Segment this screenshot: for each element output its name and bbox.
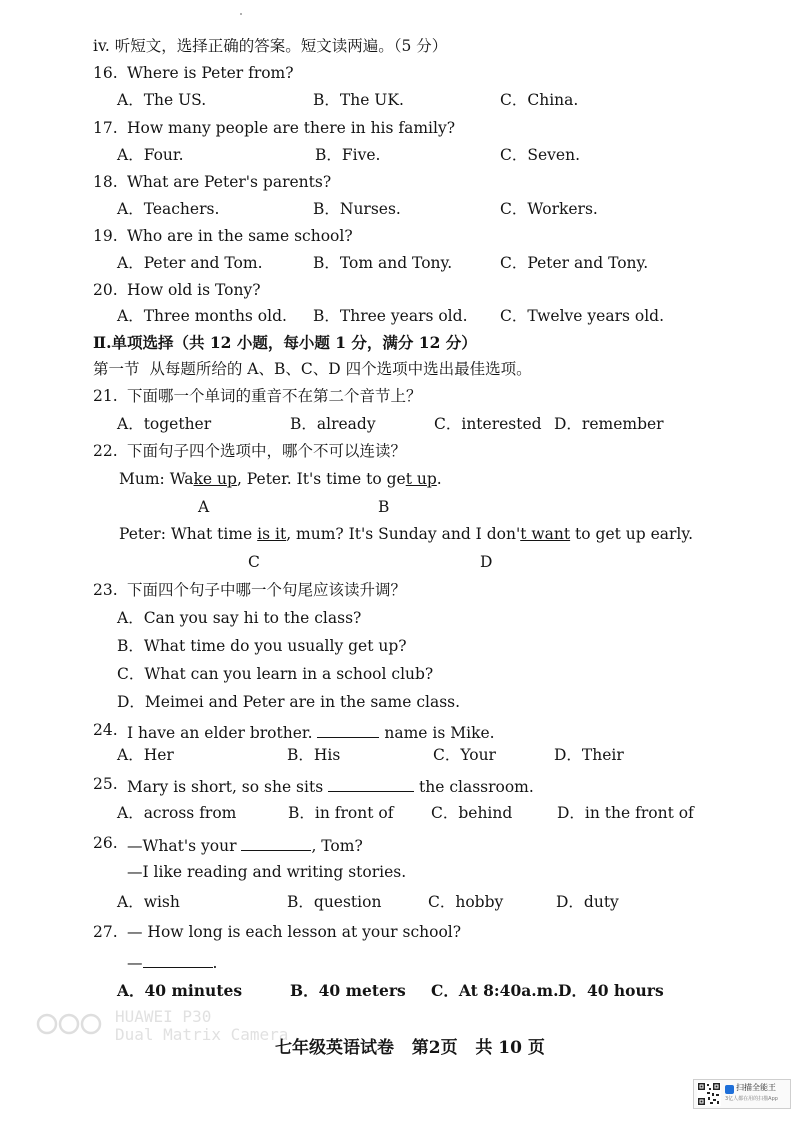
q22-s1-part: . [436,470,442,488]
q26-text-part: , Tom? [311,837,363,855]
section-ii-heading: Ⅱ.单项选择（共 12 小题，每小题 1 分，满分 12 分） [93,333,477,352]
q18-text: What are Peter's parents? [127,173,332,191]
q24-number: 24. [93,721,118,739]
q25-number: 25. [93,775,118,793]
q27-option-a: A．40 minutes [117,981,243,1000]
q22-underline-b: t up [405,470,437,488]
scanner-app-tagline: 3亿人都在用的扫描App [725,1096,778,1102]
q22-text: 下面句子四个选项中，哪个不可以连读？ [127,442,407,460]
q17-number: 17. [93,119,118,137]
section-iv-heading: iv. 听短文，选择正确的答案。短文读两遍。（5 分） [93,37,448,55]
q22-s2-part: , mum? It's Sunday and I don' [286,525,521,543]
q22-underline-d: t want [520,525,571,543]
q20-text: How old is Tony? [127,281,261,299]
q27-option-c: C．At 8:40a.m. [431,981,559,1000]
q25-text-part: Mary is short, so she sits [127,778,329,796]
q20-option-c: C．Twelve years old. [500,307,664,325]
q22-sentence-mum [119,472,442,488]
q22-label-a: A [198,498,210,516]
q24-option-c: C．Your [433,746,496,764]
q22-s2-part: Peter: What time [119,525,258,543]
q16-option-a: A．The US. [117,91,207,109]
scanner-app-badge [693,1079,791,1109]
q21-text: 下面哪一个单词的重音不在第二个音节上？ [127,387,422,405]
q19-text: Who are in the same school? [127,227,353,245]
q27-text: — How long is each lesson at your school? [127,923,462,941]
q19-option-c: C．Peter and Tony. [500,254,649,272]
q24-text-part: name is Mike. [379,724,495,742]
q16-option-b: B．The UK. [313,91,404,109]
q21-option-b: B．already [290,415,376,433]
q19-number: 19. [93,227,118,245]
q22-label-d: D [480,553,493,571]
q27-reply [127,953,217,972]
q25-blank [328,777,414,792]
q17-option-b: B．Five. [315,146,381,164]
q23-option-b: B．What time do you usually get up? [117,637,407,655]
q24-text [127,723,495,742]
q22-s2-part: to get up early. [570,525,694,543]
q24-option-a: A．Her [117,746,174,764]
q27-blank [143,953,213,968]
q22-s1-part: , Peter. It's time to ge [236,470,406,488]
q18-option-b: B．Nurses. [313,200,401,218]
q27-number: 27. [93,923,118,941]
q23-text: 下面四个句子中哪一个句尾应该读升调？ [127,581,407,599]
q25-option-b: B．in front of [288,804,394,822]
q25-option-c: C．behind [431,804,513,822]
q19-option-a: A．Peter and Tom. [117,254,263,272]
q25-text-part: the classroom. [414,778,534,796]
q26-number: 26. [93,834,118,852]
q21-option-a: A．together [117,415,212,433]
q17-option-a: A．Four. [117,146,184,164]
q26-blank [241,836,311,851]
q18-number: 18. [93,173,118,191]
q26-text-part: —What's your [127,837,242,855]
q22-underline-a: ke up [193,470,237,488]
q21-option-c: C．interested [434,415,542,433]
q21-option-d: D．remember [554,415,664,433]
q18-option-c: C．Workers. [500,200,598,218]
q22-underline-c: is it [257,525,287,543]
q22-sentence-peter [119,527,693,543]
q24-option-b: B．His [287,746,341,764]
q26-text [127,836,363,855]
q18-option-a: A．Teachers. [117,200,220,218]
q26-reply: —I like reading and writing stories. [127,863,407,881]
q17-option-c: C．Seven. [500,146,580,164]
q23-option-a: A．Can you say hi to the class? [117,609,362,627]
q25-text [127,777,534,796]
q23-option-c: C．What can you learn in a school club? [117,665,434,683]
q16-number: 16. [93,64,118,82]
q26-option-b: B．question [287,893,382,911]
q22-s1-part: Mum: Wa [119,470,194,488]
q23-option-d: D．Meimei and Peter are in the same class. [117,693,461,711]
q20-number: 20. [93,281,118,299]
qr-code-icon [697,1082,721,1106]
q22-number: 22. [93,442,118,460]
q24-blank [317,723,379,738]
q25-option-d: D．in the front of [557,804,694,822]
q27-reply-part: . [212,954,218,972]
q23-number: 23. [93,581,118,599]
q26-option-a: A．wish [117,893,180,911]
camera-watermark-text: HUAWEI P30 Dual Matrix Camera [115,1007,289,1044]
q16-text: Where is Peter from? [127,64,294,82]
scanner-app-name: 扫描全能王 [736,1083,776,1092]
scan-speck [240,13,242,15]
section-ii-instruction: 第一节 从每题所给的 A、B、C、D 四个选项中选出最佳选项。 [93,360,532,378]
q27-option-d: D．40 hours [558,981,664,1000]
q26-option-c: C．hobby [428,893,504,911]
q24-option-d: D．Their [554,746,624,764]
page-footer: 七年级英语试卷 第2页 共 10 页 [275,1038,545,1058]
q22-label-c: C [248,553,260,571]
q27-option-b: B．40 meters [290,981,406,1000]
q26-option-d: D．duty [556,893,619,911]
q20-option-b: B．Three years old. [313,307,468,325]
q20-option-a: A．Three months old. [117,307,287,325]
q25-option-a: A．across from [117,804,237,822]
scanner-logo-icon [725,1085,734,1094]
q21-number: 21. [93,387,118,405]
q19-option-b: B．Tom and Tony. [313,254,453,272]
camera-watermark-logo [35,1012,115,1036]
q16-option-c: C．China. [500,91,579,109]
q17-text: How many people are there in his family? [127,119,456,137]
q22-label-b: B [378,498,390,516]
q27-reply-part: — [127,954,143,972]
q24-text-part: I have an elder brother. [127,724,318,742]
